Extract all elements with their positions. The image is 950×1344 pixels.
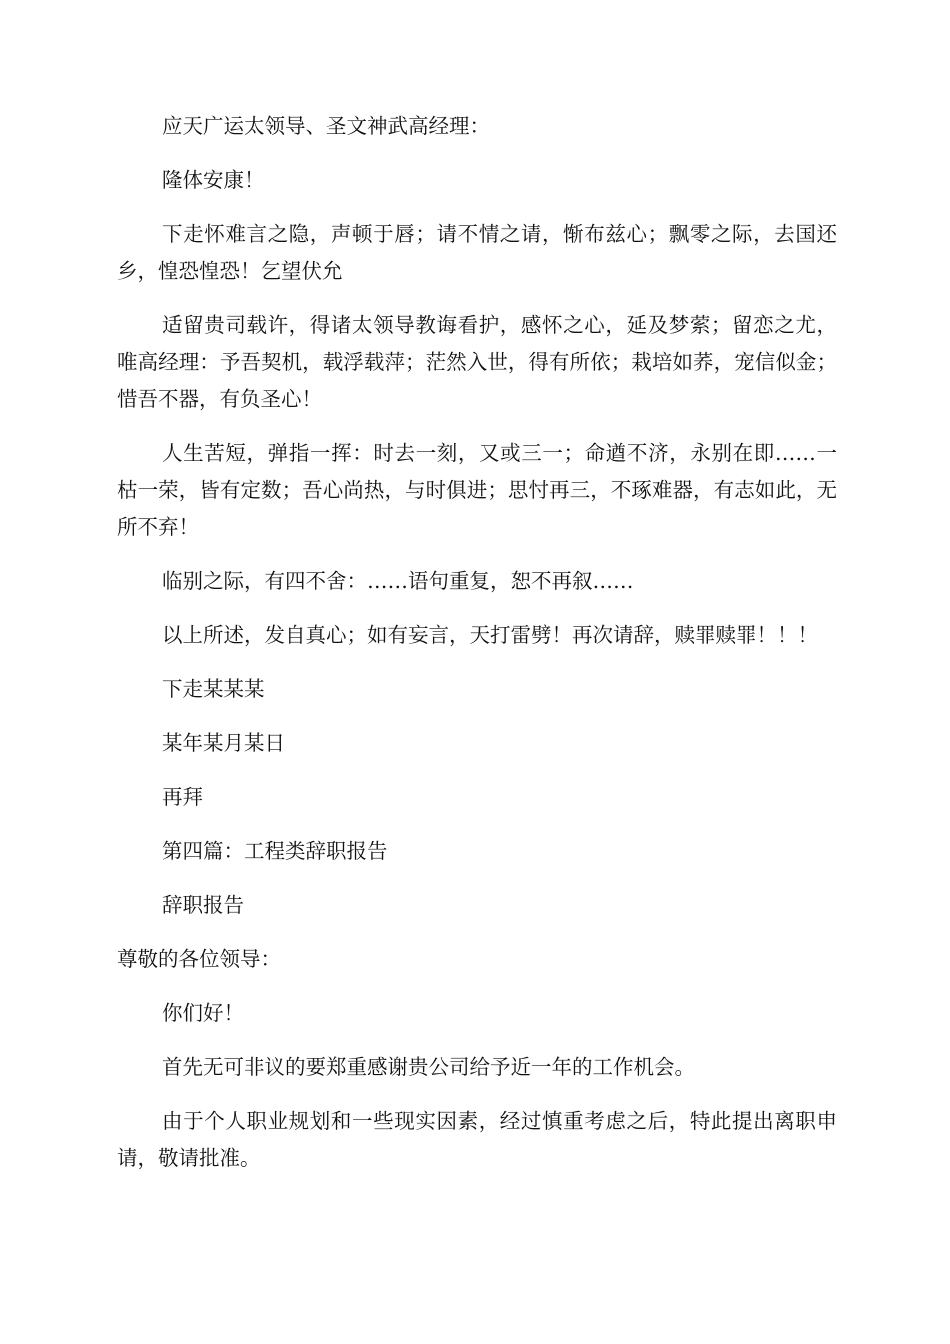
body-paragraph: 以上所述，发自真心；如有妄言，天打雷劈！再次请辞，赎罪赎罪！！！ [162, 623, 818, 647]
report-salutation: 尊敬的各位领导： [117, 947, 281, 971]
greeting-line: 隆体安康！ [162, 168, 265, 192]
report-paragraph: 由于个人职业规划和一些现实因素，经过慎重考虑之后，特此提出离职申请，敬请批准。 [117, 1109, 837, 1170]
salutation-line: 应天广运太领导、圣文神武高经理： [162, 114, 490, 138]
report-greeting: 你们好！ [162, 1001, 244, 1025]
body-paragraph: 下走怀难言之隐，声顿于唇；请不情之请，惭布兹心；飘零之际，去国还乡，惶恐惶恐！乞望伏允 [117, 222, 837, 283]
report-paragraph: 首先无可非议的要郑重感谢贵公司给予近一年的工作机会。 [162, 1055, 695, 1079]
body-paragraph: 人生苦短，弹指一挥：时去一刻，又或三一；命遒不济，永别在即……一枯一荣，皆有定数；吾心尚热，与时俱进；思忖再三，不琢难器，有志如此，无所不弃！ [117, 441, 837, 539]
signature-name: 下走某某某 [162, 677, 265, 701]
body-paragraph: 适留贵司载许，得诸太领导教诲看护，感怀之心，延及梦萦；留恋之尤，唯高经理：予吾契机，载浮载萍；茫然入世，得有所依；栽培如荞，宠信似金；惜吾不器，有负圣心！ [117, 313, 837, 411]
signature-closing: 再拜 [162, 785, 203, 809]
document-body [117, 108, 837, 1177]
report-title: 辞职报告 [162, 893, 244, 917]
body-paragraph: 临别之际，有四不舍：……语句重复，恕不再叙…… [162, 569, 634, 593]
section-heading: 第四篇：工程类辞职报告 [162, 839, 388, 863]
signature-date: 某年某月某日 [162, 731, 285, 755]
